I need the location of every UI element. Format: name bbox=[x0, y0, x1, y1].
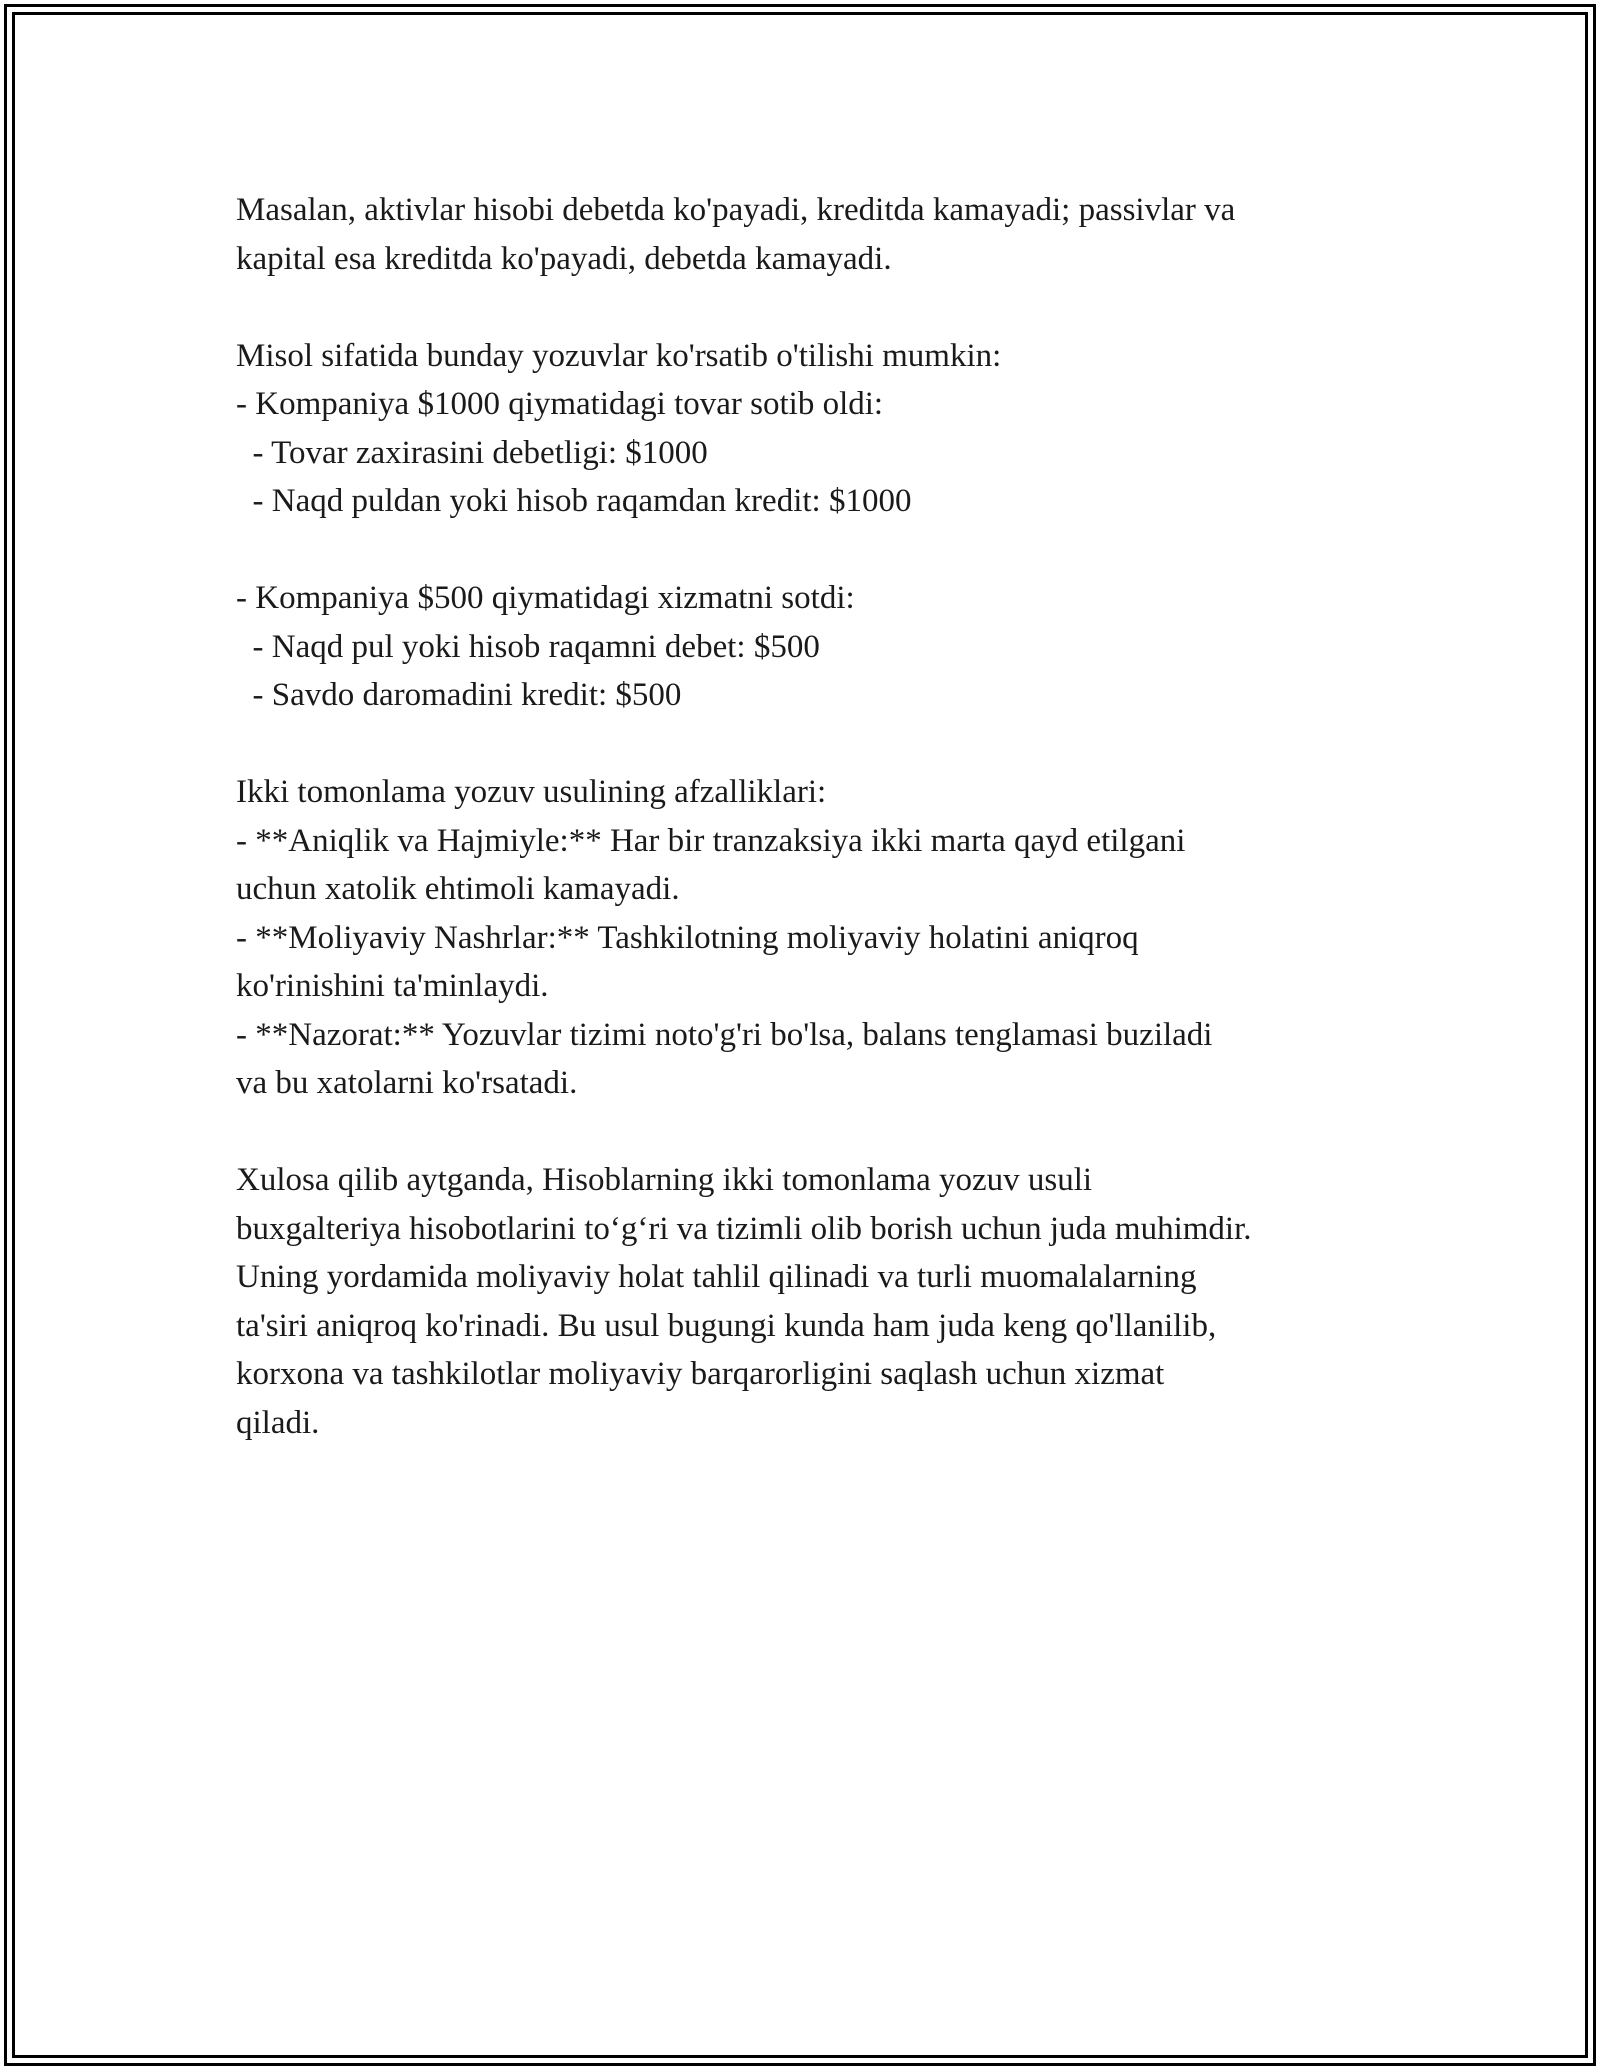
example-section-2 bbox=[236, 574, 1416, 720]
text-line: va bu xatolarni ko'rsatadi. bbox=[236, 1065, 578, 1101]
examples-section bbox=[236, 332, 1416, 526]
text-line: korxona va tashkilotlar moliyaviy barqarorligini saqlash uchun xizmat bbox=[236, 1356, 1165, 1392]
text-line: Xulosa qilib aytganda, Hisoblarning ikki tomonlama yozuv usuli bbox=[236, 1162, 1093, 1198]
advantages-heading: Ikki tomonlama yozuv usulining afzalliklari: bbox=[236, 774, 827, 810]
text-line: Uning yordamida moliyaviy holat tahlil qilinadi va turli muomalalarning bbox=[236, 1259, 1197, 1295]
example-item: - Naqd pul yoki hisob raqamni debet: $500 bbox=[236, 628, 820, 665]
examples-intro: Misol sifatida bunday yozuvlar ko'rsatib o'tilishi mumkin: bbox=[236, 337, 1002, 374]
paragraph-spacer bbox=[236, 526, 1416, 575]
text-line: - **Moliyaviy Nashrlar:** Tashkilotning moliyaviy holatini aniqroq bbox=[236, 919, 1139, 956]
conclusion-paragraph bbox=[236, 1156, 1416, 1447]
text-line: ta'siri aniqroq ko'rinadi. Bu usul bugungi kunda ham juda keng qo'llanilib, bbox=[236, 1307, 1217, 1344]
text-line: Masalan, aktivlar hisobi debetda ko'payadi, kreditda kamayadi; passivlar va bbox=[236, 192, 1236, 228]
example-heading: - Kompaniya $500 qiymatidagi xizmatni sotdi: bbox=[236, 580, 855, 616]
example-item: - Savdo daromadini kredit: $500 bbox=[236, 677, 682, 713]
text-line: uchun xatolik ehtimoli kamayadi. bbox=[236, 871, 680, 907]
example-heading: - Kompaniya $1000 qiymatidagi tovar sotib oldi: bbox=[236, 386, 884, 422]
paragraph-spacer bbox=[236, 720, 1416, 769]
advantages-section bbox=[236, 768, 1416, 1108]
paragraph-spacer bbox=[236, 283, 1416, 332]
text-line: - **Aniqlik va Hajmiyle:** Har bir tranzaksiya ikki marta qayd etilgani bbox=[236, 822, 1186, 859]
text-line: kapital esa kreditda ko'payadi, debetda kamayadi. bbox=[236, 240, 892, 277]
text-line: ko'rinishini ta'minlaydi. bbox=[236, 968, 549, 1004]
paragraph-spacer bbox=[236, 1108, 1416, 1157]
example-item: - Tovar zaxirasini debetligi: $1000 bbox=[236, 434, 708, 471]
text-line: buxgalteriya hisobotlarini to‘g‘ri va tizimli olib borish uchun juda muhimdir. bbox=[236, 1210, 1252, 1247]
text-line: qiladi. bbox=[236, 1404, 320, 1441]
example-item: - Naqd puldan yoki hisob raqamdan kredit: $1000 bbox=[236, 483, 912, 519]
document-body bbox=[236, 186, 1416, 1447]
text-line: - **Nazorat:** Yozuvlar tizimi noto'g'ri bo'lsa, balans tenglamasi buziladi bbox=[236, 1016, 1213, 1053]
paragraph-debit-credit bbox=[236, 186, 1416, 283]
